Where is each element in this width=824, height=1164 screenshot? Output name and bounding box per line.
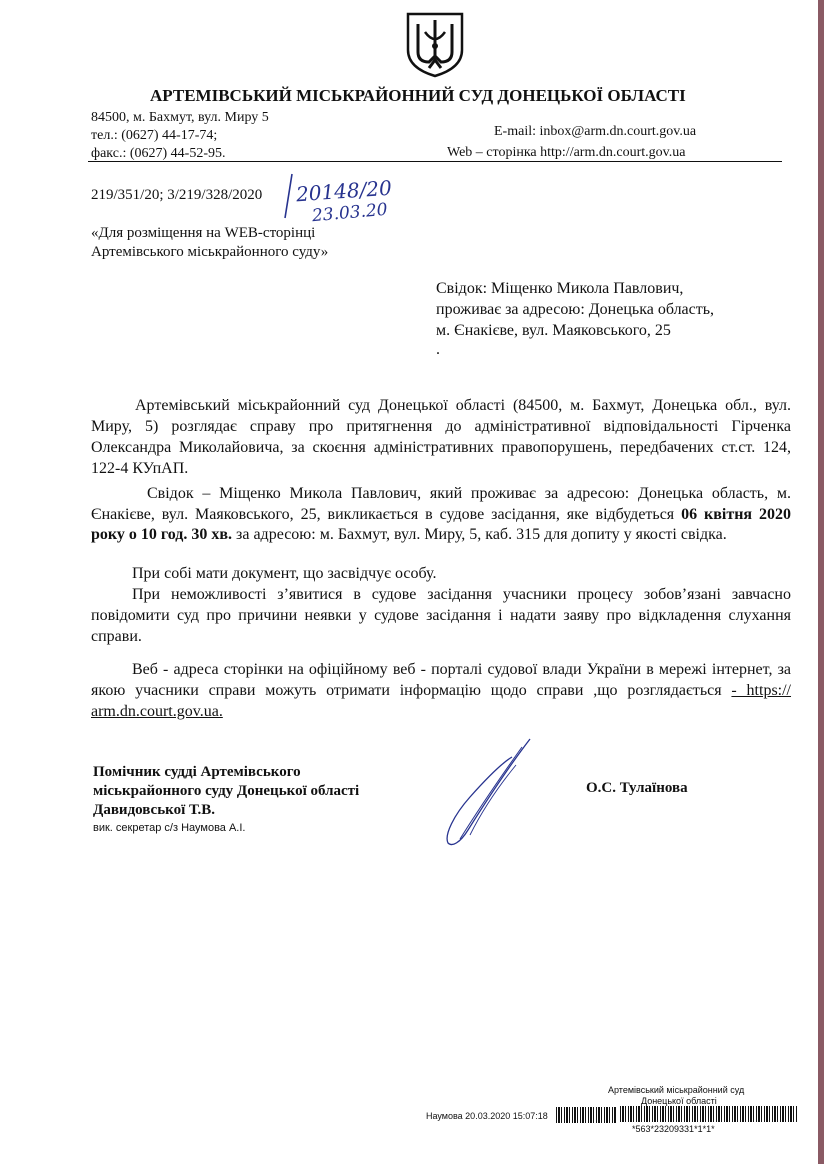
- handwritten-registration-date: 23.03.20: [311, 199, 389, 227]
- body-paragraph-1: [91, 395, 791, 479]
- body-paragraph-1-text: Артемівський міськрайонний суд Донецької області (84500, м. Бахмут, Донецька обл., вул. Миру, 5) розглядає справу про притягнення до адміністративної відповідальності Гірченка Олександра Миколайовича, за скоєння адміністративних правопорушень, передбачених ст.ст. 124, 122-4 КУпАП.: [91, 397, 791, 477]
- court-website: Web – сторінка http://arm.dn.court.gov.ua: [447, 145, 686, 160]
- body-paragraph-5: [91, 659, 791, 722]
- court-name: АРТЕМІВСЬКИЙ МІСЬКРАЙОННИЙ СУД ДОНЕЦЬКОЇ ОБЛАСТІ: [150, 86, 686, 105]
- stamp-code: *563*23209331*1*1*: [632, 1124, 715, 1134]
- recipient-line-4: .: [436, 341, 440, 358]
- body-paragraph-4: [91, 584, 791, 647]
- stamp-author-date: Наумова 20.03.2020 15:07:18: [426, 1111, 548, 1121]
- recipient-line-2: проживає за адресою: Донецька область,: [436, 301, 715, 318]
- stamp-org-line-1: Артемівський міськрайонний суд: [608, 1085, 745, 1095]
- signatory-title-line-1: Помічник судді Артемівського: [93, 764, 301, 780]
- secretary-note: вик. секретар с/з Наумова А.І.: [93, 822, 246, 834]
- signatory-title-line-2: міськрайонного суду Донецької області: [93, 783, 360, 799]
- body-paragraph-3: При собі мати документ, що засвідчує особу.: [132, 565, 437, 582]
- hearing-date-time: 06 квітня 2020 року о 10 год. 30 хв.: [91, 505, 792, 543]
- recipient-line-3: м. Єнакієве, вул. Маяковського, 25: [436, 322, 671, 339]
- signatory-name: О.С. Тулаїнова: [586, 780, 688, 796]
- signatory-title-line-3: Давидовської Т.В.: [93, 802, 216, 818]
- recipient-line-1: Свідок: Міщенко Микола Павлович,: [436, 280, 684, 297]
- handwritten-registration-number: 20148/20: [295, 175, 393, 207]
- body-paragraph-4-text: При неможливості з’явитися в судове засідання учасники процесу зобов’язані завчасно повідомити суд про причини неявки у судове засідання і надати заяву про відкладення слухання справи.: [91, 586, 791, 645]
- body-paragraph-2: [91, 484, 791, 546]
- court-email: E-mail: inbox@arm.dn.court.gov.ua: [494, 124, 697, 139]
- case-numbers: 219/351/20; 3/219/328/2020: [91, 187, 263, 203]
- body-paragraph-2-end: за адресою: м. Бахмут, вул. Миру, 5, каб. 315 для допиту у якості свідка.: [232, 526, 727, 543]
- court-phone: тел.: (0627) 44-17-74;: [91, 128, 218, 143]
- stamp-barcode: [620, 1106, 798, 1122]
- stamp-barcode-left: [556, 1107, 616, 1123]
- header-divider: [88, 161, 782, 162]
- court-address: 84500, м. Бахмут, вул. Миру 5: [91, 110, 269, 125]
- scan-edge-strip: [818, 0, 824, 1164]
- body-paragraph-5-text: Веб - адреса сторінки на офіційному веб - порталі судової влади України в мережі інтернет, за якою учасники справи можуть отримати інформацію щодо справи ,що розглядається: [91, 661, 791, 699]
- court-portal-link[interactable]: - https:// arm.dn.court.gov.ua.: [91, 682, 792, 720]
- publication-note-line-2: Артемівського міськрайонного суду»: [91, 244, 329, 260]
- handwritten-signature: [430, 735, 540, 850]
- court-fax: факс.: (0627) 44-52-95.: [91, 146, 226, 161]
- stamp-org-line-2: Донецької області: [641, 1096, 717, 1106]
- body-paragraph-2-start: Свідок – Міщенко Микола Павлович, який проживає за адресою: Донецька область, м. Єнакієве, вул. Маяковського, 25, викликається в судове засідання, яке відбудеться: [91, 485, 791, 523]
- coat-of-arms-icon: [404, 10, 466, 78]
- publication-note-line-1: «Для розміщення на WEB-сторінці: [91, 225, 316, 241]
